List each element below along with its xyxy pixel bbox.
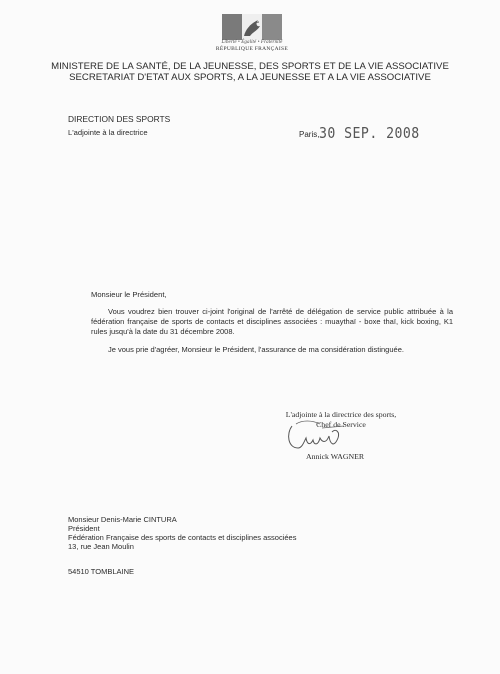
recipient-title: Président [68, 524, 100, 533]
recipient-organization: Fédération Française des sports de contacts et disciplines associées [68, 533, 297, 542]
date-stamp: 30 SEP. 2008 [319, 124, 420, 142]
date-place: Paris, [299, 130, 320, 139]
sender-role: L'adjointe à la directrice [68, 128, 148, 137]
ministry-line-2: SECRETARIAT D'ETAT AUX SPORTS, A LA JEUNESSE ET A LA VIE ASSOCIATIVE [69, 72, 431, 83]
signature-title-line-1: L'adjointe à la directrice des sports, [285, 410, 397, 419]
letter-paragraph-1: Vous voudrez bien trouver ci-joint l'original de l'arrêté de délégation de service public attribuée à la fédération française de sports de contacts et disciplines associées : muaythaï - boxe thaï, kick boxing, K1 rules jusqu'à la date du 31 décembre 2008. [91, 307, 453, 336]
logo-motto: Liberté • Égalité • Fraternité [221, 40, 283, 45]
letter-paragraph-2: Je vous prie d'agréer, Monsieur le Président, l'assurance de ma considération distinguée. [108, 345, 404, 354]
ministry-heading [40, 61, 460, 83]
recipient-address [68, 515, 296, 576]
recipient-city: 54510 TOMBLAINE [68, 567, 135, 576]
recipient-street: 13, rue Jean Moulin [68, 542, 134, 551]
ministry-line-1: MINISTERE DE LA SANTÉ, DE LA JEUNESSE, DES SPORTS ET DE LA VIE ASSOCIATIVE [51, 61, 449, 72]
department-name: DIRECTION DES SPORTS [68, 114, 171, 124]
handwritten-signature [282, 418, 352, 454]
logo-republic-text: RÉPUBLIQUE FRANÇAISE [215, 46, 289, 52]
marianne-logo-icon [222, 14, 282, 40]
salutation: Monsieur le Président, [91, 290, 167, 299]
recipient-name: Monsieur Denis-Marie CINTURA [68, 515, 177, 524]
signature-title-line-2: Chef de Service [316, 420, 366, 429]
signatory-name: Annick WAGNER [306, 452, 365, 461]
